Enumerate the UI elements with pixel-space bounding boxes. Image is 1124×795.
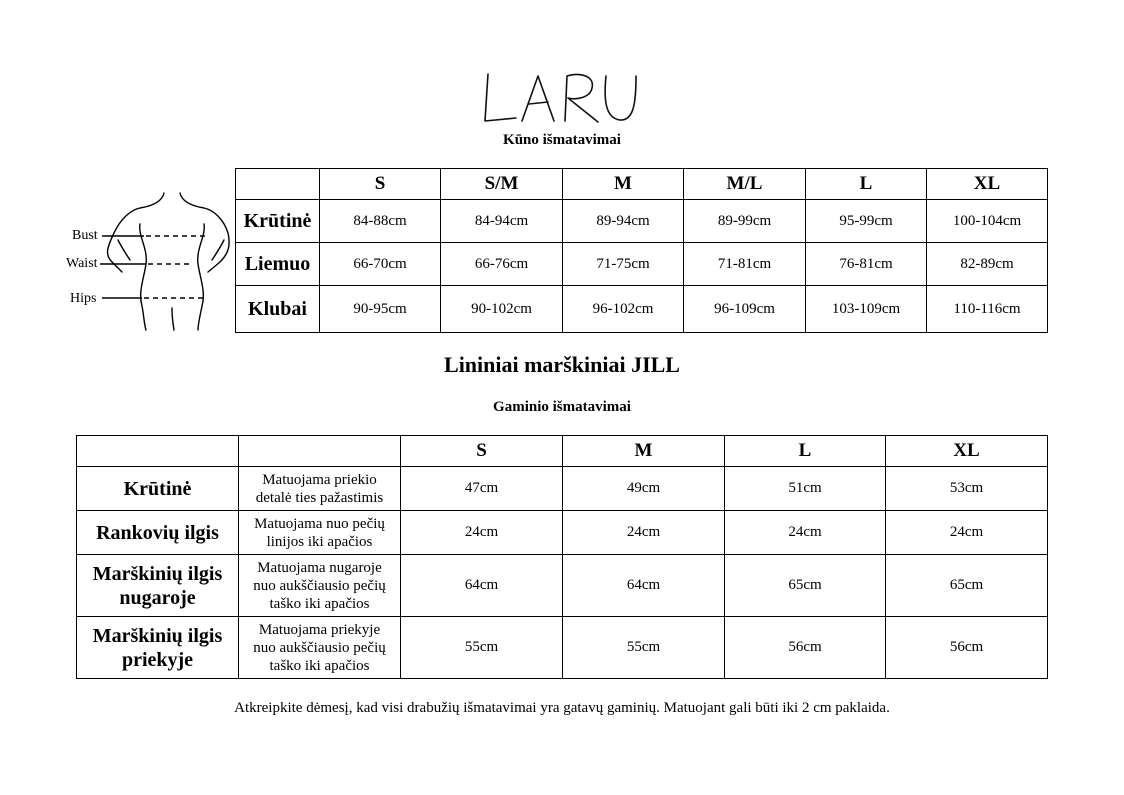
- table-cell: 96-109cm: [684, 286, 806, 333]
- description-line: nuo aukščiausio pečių: [253, 639, 386, 656]
- waist-label: Waist: [66, 256, 98, 271]
- table-cell: 47cm: [401, 467, 563, 511]
- measurement-description: [239, 467, 401, 511]
- table-row: [236, 243, 1048, 286]
- bust-label: Bust: [72, 228, 98, 243]
- table-cell: 53cm: [886, 467, 1048, 511]
- table-row: [236, 286, 1048, 333]
- label-line: nugaroje: [119, 586, 196, 609]
- footnote: Atkreipkite dėmesį, kad visi drabužių išmatavimai yra gatavų gaminių. Matuojant gali būti iki 2 cm paklaida.: [234, 700, 890, 716]
- table-cell: 24cm: [886, 511, 1048, 555]
- table-cell: 24cm: [563, 511, 725, 555]
- table-cell: 90-102cm: [441, 286, 563, 333]
- body-measurements-table: [235, 168, 1048, 333]
- measurement-description: [239, 555, 401, 617]
- size-header: M: [563, 436, 725, 467]
- table-cell: 64cm: [563, 555, 725, 617]
- hips-label: Hips: [70, 291, 97, 306]
- table-row: [77, 511, 1048, 555]
- header-empty-cell: [77, 436, 239, 467]
- laru-logo: [480, 66, 645, 126]
- label-line: priekyje: [121, 648, 194, 671]
- table-cell: 89-99cm: [684, 200, 806, 243]
- description-line: Matuojama nugaroje: [257, 559, 382, 576]
- table-row: [77, 467, 1048, 511]
- table-cell: 82-89cm: [927, 243, 1048, 286]
- table-header-row: [77, 436, 1048, 467]
- header-empty-cell: [236, 169, 320, 200]
- table-header-row: [236, 169, 1048, 200]
- size-header: L: [806, 169, 927, 200]
- table-cell: 55cm: [401, 617, 563, 679]
- size-header: XL: [886, 436, 1048, 467]
- table-cell: 51cm: [725, 467, 886, 511]
- size-header: XL: [927, 169, 1048, 200]
- body-figure: [66, 188, 236, 333]
- description-line: taško iki apačios: [269, 595, 370, 612]
- table-cell: 56cm: [725, 617, 886, 679]
- row-label: [77, 511, 239, 555]
- label-line: Marškinių ilgis: [92, 562, 223, 585]
- table-cell: 76-81cm: [806, 243, 927, 286]
- table-cell: 64cm: [401, 555, 563, 617]
- table-cell: 96-102cm: [563, 286, 684, 333]
- garment-measurements-table: [76, 435, 1048, 679]
- size-header: S: [320, 169, 441, 200]
- row-label: Klubai: [236, 286, 320, 333]
- header-empty-cell: [239, 436, 401, 467]
- table-row: [77, 617, 1048, 679]
- description-line: taško iki apačios: [269, 657, 370, 674]
- table-cell: 90-95cm: [320, 286, 441, 333]
- table-cell: 95-99cm: [806, 200, 927, 243]
- table-cell: 49cm: [563, 467, 725, 511]
- row-label: Krūtinė: [236, 200, 320, 243]
- row-label: Liemuo: [236, 243, 320, 286]
- table-cell: 65cm: [725, 555, 886, 617]
- table-cell: 100-104cm: [927, 200, 1048, 243]
- table-cell: 66-76cm: [441, 243, 563, 286]
- description-line: nuo aukščiausio pečių: [253, 577, 386, 594]
- row-label: Krūtinė: [77, 467, 239, 511]
- label-line: Marškinių ilgis: [92, 624, 223, 647]
- description-line: detalė ties pažastimis: [255, 489, 384, 506]
- table-cell: 66-70cm: [320, 243, 441, 286]
- table-cell: 103-109cm: [806, 286, 927, 333]
- table-cell: 24cm: [725, 511, 886, 555]
- description-line: Matuojama priekyje: [258, 621, 381, 638]
- product-title: Lininiai marškiniai JILL: [444, 352, 680, 377]
- description-line: Matuojama nuo pečių: [254, 515, 385, 532]
- size-header: S/M: [441, 169, 563, 200]
- description-line: linijos iki apačios: [266, 533, 373, 550]
- measurement-description: [239, 511, 401, 555]
- table-cell: 84-88cm: [320, 200, 441, 243]
- table-cell: 56cm: [886, 617, 1048, 679]
- measurement-description: [239, 617, 401, 679]
- product-subtitle: Gaminio išmatavimai: [493, 399, 631, 415]
- table-cell: 24cm: [401, 511, 563, 555]
- body-silhouette-icon: [66, 188, 236, 333]
- table-cell: 55cm: [563, 617, 725, 679]
- size-header: M: [563, 169, 684, 200]
- label-line: Rankovių ilgis: [96, 521, 219, 544]
- table-cell: 110-116cm: [927, 286, 1048, 333]
- table-cell: 65cm: [886, 555, 1048, 617]
- body-measurements-title: Kūno išmatavimai: [503, 132, 621, 148]
- table-row: [77, 555, 1048, 617]
- description-line: Matuojama priekio: [262, 471, 377, 488]
- size-header: S: [401, 436, 563, 467]
- table-cell: 71-81cm: [684, 243, 806, 286]
- row-label: [77, 617, 239, 679]
- row-label: [77, 555, 239, 617]
- table-cell: 84-94cm: [441, 200, 563, 243]
- table-row: [236, 200, 1048, 243]
- size-header: L: [725, 436, 886, 467]
- table-cell: 89-94cm: [563, 200, 684, 243]
- size-header: M/L: [684, 169, 806, 200]
- table-cell: 71-75cm: [563, 243, 684, 286]
